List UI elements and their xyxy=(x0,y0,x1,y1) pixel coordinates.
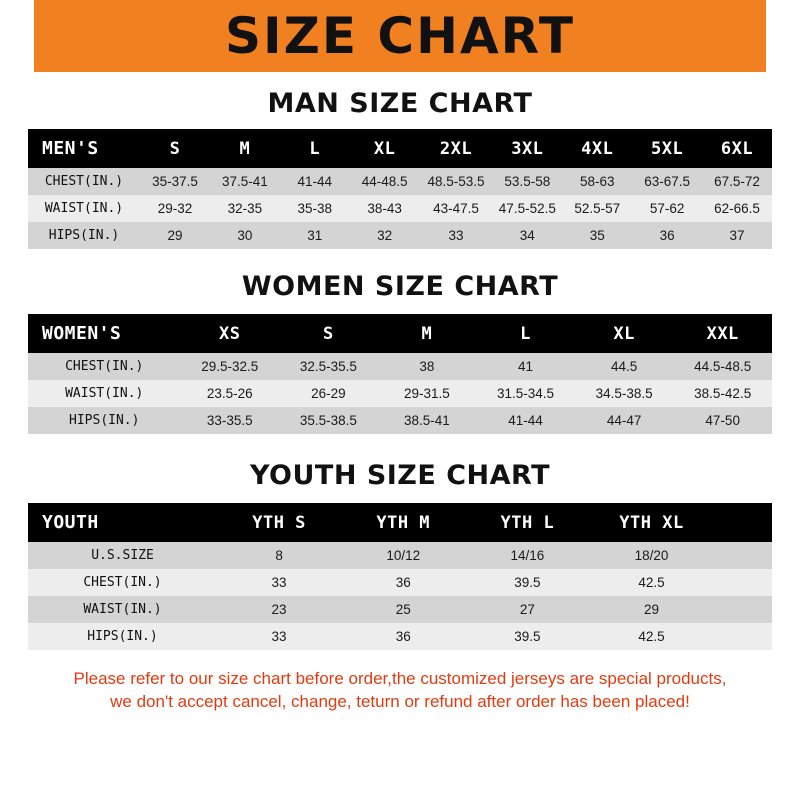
cell: 42.5 xyxy=(638,629,665,644)
col-header-yth-s: YTH S xyxy=(252,512,306,533)
cell: 63-67.5 xyxy=(644,174,690,189)
col-header-l: L xyxy=(520,323,531,344)
cell: 33 xyxy=(448,228,464,243)
cell: 34 xyxy=(519,228,535,243)
col-header-xxl: XXL xyxy=(706,323,739,344)
col-header-youth: YOUTH xyxy=(42,512,99,533)
cell: 38 xyxy=(419,359,435,374)
header-band xyxy=(0,0,800,72)
col-header-womens: WOMEN'S xyxy=(42,323,122,344)
row-label-chest: CHEST(IN.) xyxy=(83,575,162,590)
page-title: SIZE CHART xyxy=(224,7,576,65)
col-header-xl: XL xyxy=(613,323,635,344)
col-header-5xl: 5XL xyxy=(650,138,684,159)
cell: 52.5-57 xyxy=(574,201,621,216)
cell: 41-44 xyxy=(508,413,543,428)
cell: 27 xyxy=(519,602,535,617)
cell: 14/16 xyxy=(510,548,545,563)
cell: 34.5-38.5 xyxy=(595,386,653,401)
table-header-row xyxy=(28,503,772,542)
section-man xyxy=(28,88,772,249)
row-label-hips: HIPS(IN.) xyxy=(87,629,158,644)
cell: 48.5-53.5 xyxy=(427,174,485,189)
col-header-2xl: 2XL xyxy=(439,138,473,159)
cell-spacer xyxy=(714,569,772,596)
row-label-chest: CHEST(IN.) xyxy=(44,174,124,189)
col-header-yth-l: YTH L xyxy=(500,512,555,533)
section-title-women: WOMEN SIZE CHART xyxy=(241,271,559,302)
cell: 33-35.5 xyxy=(206,413,253,428)
cell: 39.5 xyxy=(514,629,541,644)
table-row xyxy=(28,407,772,434)
section-women xyxy=(28,271,772,434)
col-header-s: S xyxy=(169,138,181,159)
cell: 33 xyxy=(271,629,287,644)
cell: 36 xyxy=(395,629,411,644)
col-header-m: M xyxy=(421,323,433,344)
cell: 38-43 xyxy=(367,201,402,216)
row-label-waist: WAIST(IN.) xyxy=(44,201,124,216)
col-header-6xl: 6XL xyxy=(720,138,754,159)
cell: 57-62 xyxy=(649,201,685,216)
table-row xyxy=(28,623,772,650)
cell: 47-50 xyxy=(705,413,740,428)
col-header-yth-xl: YTH XL xyxy=(619,512,684,533)
cell: 23.5-26 xyxy=(206,386,253,401)
cell: 29-32 xyxy=(157,201,193,216)
table-women xyxy=(28,314,772,434)
footer-line-1: Please refer to our size chart before order,the customized jerseys are special products, xyxy=(73,669,727,688)
cell: 42.5 xyxy=(638,575,665,590)
col-header-xs: XS xyxy=(219,323,241,344)
cell: 33 xyxy=(271,575,287,590)
table-row xyxy=(28,596,772,623)
table-header-row xyxy=(28,129,772,168)
row-label-chest: CHEST(IN.) xyxy=(65,359,144,374)
chart-content xyxy=(0,88,800,714)
cell-spacer xyxy=(714,596,772,623)
table-row xyxy=(28,569,772,596)
table-header-row xyxy=(28,314,772,353)
cell: 44-48.5 xyxy=(361,174,408,189)
cell: 36 xyxy=(395,575,411,590)
cell: 31.5-34.5 xyxy=(496,386,555,401)
cell: 37.5-41 xyxy=(221,174,268,189)
cell: 32 xyxy=(377,228,393,243)
cell: 35.5-38.5 xyxy=(299,413,357,428)
cell: 58-63 xyxy=(579,174,615,189)
cell: 18/20 xyxy=(634,548,669,563)
col-header-spacer xyxy=(714,503,772,542)
cell: 29 xyxy=(167,228,183,243)
table-man xyxy=(28,129,772,249)
cell: 10/12 xyxy=(386,548,421,563)
col-header-yth-m: YTH M xyxy=(376,512,431,533)
cell: 32.5-35.5 xyxy=(299,359,357,374)
col-header-xl: XL xyxy=(373,138,396,159)
section-title-man: MAN SIZE CHART xyxy=(267,88,533,119)
cell: 43-47.5 xyxy=(433,201,479,216)
cell: 53.5-58 xyxy=(504,174,551,189)
cell: 29 xyxy=(643,602,659,617)
table-row xyxy=(28,168,772,195)
table-row xyxy=(28,353,772,380)
cell: 35 xyxy=(589,228,605,243)
header-right-notch xyxy=(766,0,800,72)
cell: 23 xyxy=(271,602,287,617)
cell: 36 xyxy=(659,228,675,243)
row-label-hips: HIPS(IN.) xyxy=(69,413,140,428)
cell: 38.5-41 xyxy=(404,413,450,428)
cell: 32-35 xyxy=(227,201,263,216)
cell: 41 xyxy=(517,359,534,374)
col-header-l: L xyxy=(309,138,321,159)
cell: 44-47 xyxy=(606,413,642,428)
cell: 30 xyxy=(237,228,253,243)
cell: 47.5-52.5 xyxy=(498,201,556,216)
table-row xyxy=(28,542,772,569)
table-youth xyxy=(28,503,772,650)
cell: 29.5-32.5 xyxy=(201,359,259,374)
footer-disclaimer xyxy=(28,668,772,714)
cell: 41-44 xyxy=(297,174,332,189)
row-label-hips: HIPS(IN.) xyxy=(48,228,120,243)
table-row xyxy=(28,380,772,407)
cell: 29-31.5 xyxy=(404,386,450,401)
cell-spacer xyxy=(714,542,772,569)
table-row xyxy=(28,195,772,222)
cell-spacer xyxy=(714,623,772,650)
cell: 25 xyxy=(395,602,411,617)
col-header-s: S xyxy=(322,323,334,344)
cell: 35-37.5 xyxy=(152,174,198,189)
cell: 38.5-42.5 xyxy=(694,386,752,401)
footer-line-2: we don't accept cancel, change, teturn or refund after order has been placed! xyxy=(110,691,690,711)
col-header-mens: MEN'S xyxy=(42,138,99,159)
cell: 37 xyxy=(729,228,745,243)
col-header-3xl: 3XL xyxy=(511,138,544,159)
cell: 62-66.5 xyxy=(714,201,760,216)
section-youth xyxy=(28,460,772,650)
row-label-waist: WAIST(IN.) xyxy=(83,602,162,617)
cell: 67.5-72 xyxy=(714,174,760,189)
row-label-us-size: U.S.SIZE xyxy=(91,548,154,563)
col-header-4xl: 4XL xyxy=(581,138,614,159)
col-header-m: M xyxy=(239,138,251,159)
cell: 44.5 xyxy=(610,359,638,374)
table-row xyxy=(28,222,772,249)
cell: 44.5-48.5 xyxy=(694,359,752,374)
cell: 31 xyxy=(307,228,323,243)
cell: 26-29 xyxy=(311,386,346,401)
cell: 35-38 xyxy=(297,201,332,216)
row-label-waist: WAIST(IN.) xyxy=(65,386,144,401)
cell: 39.5 xyxy=(514,575,541,590)
section-title-youth: YOUTH SIZE CHART xyxy=(249,460,551,491)
cell: 8 xyxy=(275,548,283,563)
header-left-notch xyxy=(0,0,34,72)
